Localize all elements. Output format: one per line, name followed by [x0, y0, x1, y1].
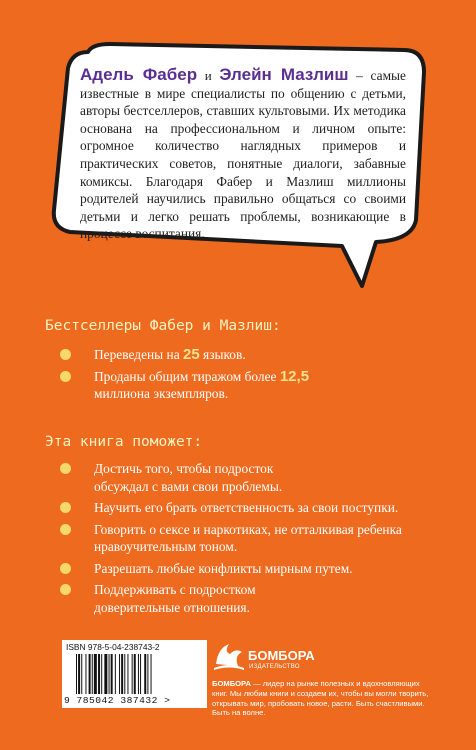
helps-heading: Эта книга поможет:: [45, 434, 203, 450]
list-item: Достичь того, чтобы подросток обсуждал с вами свои проблемы.: [60, 460, 440, 495]
helps-list: [60, 460, 440, 620]
list-item: Переведены на 25 языков.: [60, 346, 440, 364]
bestsellers-list: [60, 346, 440, 407]
bullet-icon: [60, 584, 71, 595]
description-body: самые известные в мире специалисты по общению с детьми, авторы бестселлеров, ставших культовыми. Их методика основана на профессиональном и личном опыте: огромное количество наглядных примеров и практических советов, понятные диалоги, забавные комиксы. Благодаря Фабер и Мазлиш миллионы родителей научились правильно общаться со своими детьми и легко решать проблемы, возникающие в процессе воспитания.: [80, 68, 406, 242]
copies-count: 12,5: [279, 367, 310, 385]
dash: –: [356, 68, 363, 83]
list-item: Научить его брать ответственность за свои поступки.: [60, 499, 440, 517]
publisher-brand-sub: ИЗДАТЕЛЬСТВО: [249, 664, 300, 670]
publisher-brand: БОМБОРА: [248, 648, 315, 663]
languages-count: 25: [183, 346, 200, 363]
bullet-icon: [60, 502, 71, 513]
bombora-logo-icon: [212, 640, 246, 672]
bullet-icon: [60, 463, 71, 474]
bullet-icon: [60, 563, 71, 574]
list-item: Поддерживать с подростком доверительные отношения.: [60, 581, 440, 616]
author-mazlish: Элейн Мазлиш: [219, 65, 349, 84]
author-faber: Адель Фабер: [80, 65, 198, 84]
publisher-description: БОМБОРА — лидер на рынке полезных и вдохновляющих книг. Мы любим книги и создаем их, чтобы вы могли творить, открывать мир, пробовать новое, расти. Быть счастливыми. Быть на волне.: [212, 679, 429, 718]
barcode-icon: [76, 654, 196, 694]
barcode-label: [62, 640, 207, 708]
author-description: [80, 66, 406, 243]
list-item: Разрешать любые конфликты мирным путем.: [60, 560, 440, 578]
isbn-text: ISBN 978-5-04-238743-2: [66, 642, 160, 652]
bullet-icon: [60, 524, 71, 535]
ean-number: 9 785042 387432 >: [64, 695, 171, 706]
list-item: Проданы общим тиражом более 12,5 миллиона экземпляров.: [60, 368, 440, 403]
bullet-icon: [60, 371, 71, 382]
conjunction: и: [204, 68, 212, 83]
bestsellers-heading: Бестселлеры Фабер и Мазлиш:: [45, 318, 281, 334]
list-item: Говорить о сексе и наркотиках, не отталкивая ребенка нравоучительным тоном.: [60, 521, 440, 556]
bullet-icon: [60, 349, 71, 360]
